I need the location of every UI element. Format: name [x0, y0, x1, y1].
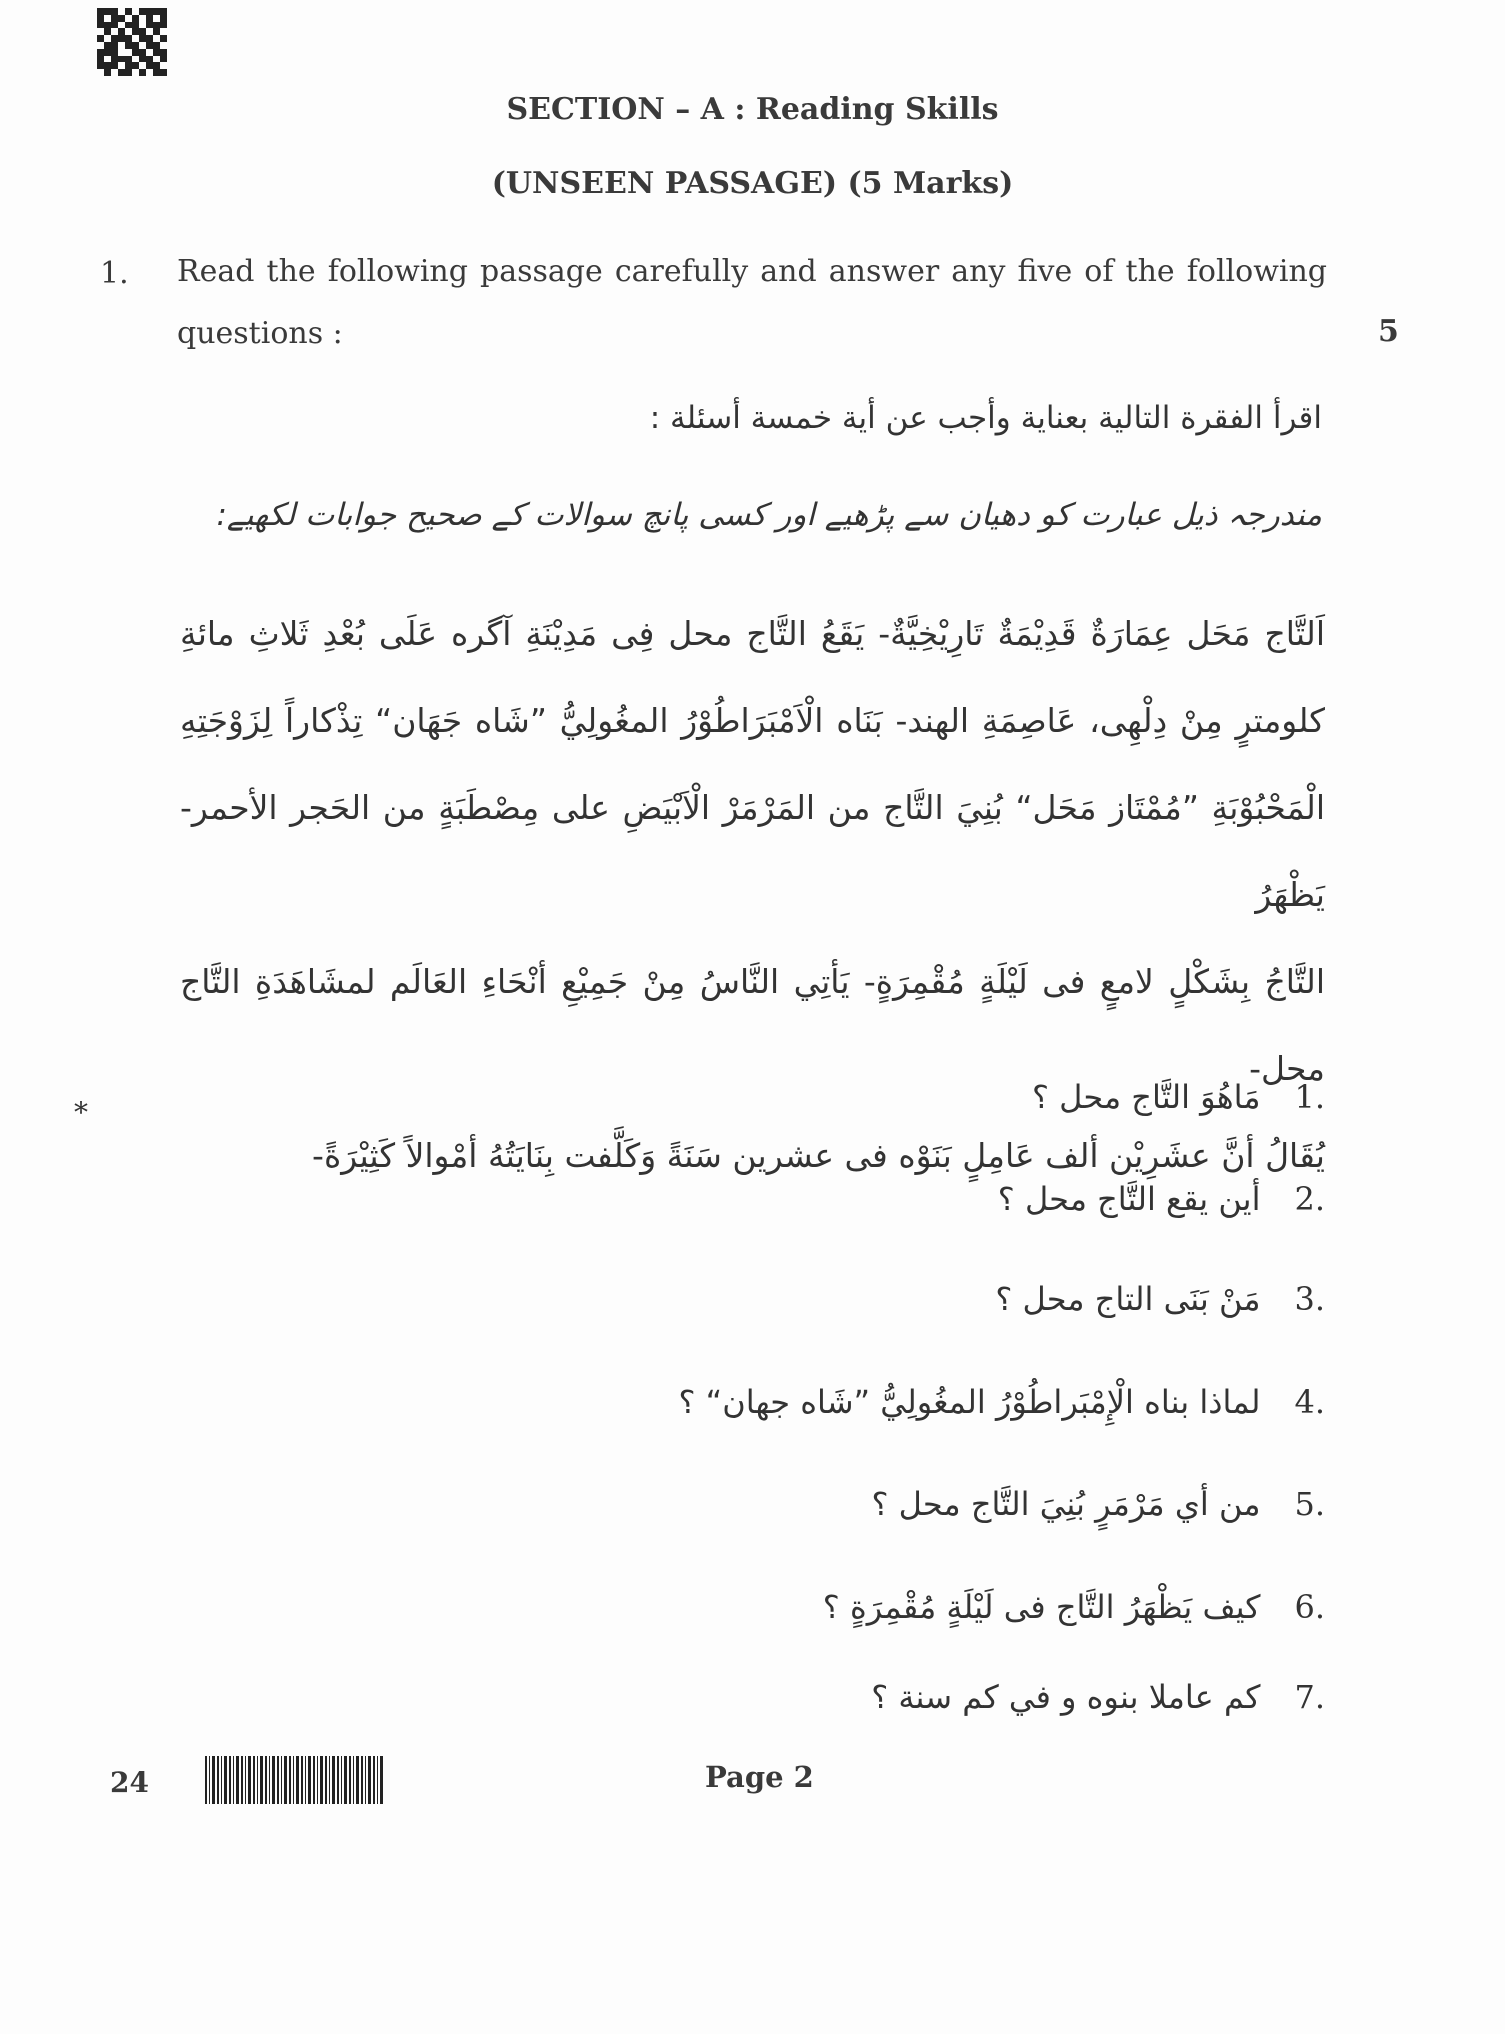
arabic-instruction: اقرأ الفقرة التالية بعناية وأجب عن أية خمسة أسئلة : [649, 400, 1322, 436]
passage-line: الْمَحْبُوْبَةِ ”مُمْتَاز مَحَل“ بُنِيَ التَّاج من المَرْمَرْ الْاَبْيَضِ على مِصْطَبَةٍ من الحَجر الأحمر- يَظْهَرُ [180, 788, 1325, 914]
paper-code: 24 [110, 1766, 149, 1799]
sub-question [995, 1280, 1325, 1318]
page-number: Page 2 [705, 1760, 814, 1794]
passage-line: اَلتَّاج مَحَل عِمَارَةٌ قَدِيْمَةٌ تَارِيْخِيَّةٌ- يَقَعُ التَّاج محل فِی مَدِيْنَةِ آگره عَلَى بُعْدِ ثَلاثِ مائةِ [180, 614, 1325, 653]
sub-question-number: 7. [1294, 1678, 1325, 1716]
passage-line: التَّاجُ بِشَكْلٍ لامعٍ فی لَيْلَةٍ مُقْمِرَةٍ- يَأتِي النَّاسُ مِنْ جَمِيْعِ أنْحَاءِ العَالَم لمشَاهَدَةِ التَّاج محل- [180, 962, 1325, 1088]
sub-question-number: 6. [1294, 1588, 1325, 1626]
sub-question-text: لماذا بناه الْإِمْبَراطُوْرُ المغُولِيُّ ”شَاه جهان“ ؟ [678, 1383, 1261, 1421]
sub-question [871, 1485, 1325, 1523]
section-title: SECTION – A : Reading Skills [506, 92, 999, 127]
passage-line: كلومترٍ مِنْ دِلْهِی، عَاصِمَةِ الهند- بَنَاه الْاَمْبَرَاطُوْرُ المغُولِيُّ ”شَاه جَهَان“ تِذْكاراً لِزَوْجَتِهِ [180, 701, 1325, 740]
sub-question [823, 1588, 1325, 1626]
sub-question-number: 1. [1294, 1078, 1325, 1116]
sub-question-text: كم عاملا بنوه و في كم سنة ؟ [871, 1678, 1261, 1716]
passage-line: يُقَالُ أنَّ عشَرِيْن ألف عَامِلٍ بَنَوْه فی عشرين سَنَةً وَكَلَّفت بِنَايَتُهُ أمْوالاً كَثِيْرَةً- [312, 1136, 1325, 1175]
sub-question [1032, 1078, 1325, 1116]
sub-question [679, 1383, 1326, 1421]
sub-question-text: أين يقع التَّاج محل ؟ [997, 1180, 1261, 1218]
margin-asterisk: * [74, 1096, 88, 1129]
sub-question-text: من أي مَرْمَرٍ بُنِيَ التَّاج محل ؟ [871, 1485, 1261, 1523]
barcode [205, 1756, 383, 1804]
sub-question-text: مَاهُوَ التَّاج محل ؟ [1031, 1078, 1261, 1116]
sub-question [871, 1678, 1325, 1716]
qr-code [97, 8, 167, 76]
sub-question [998, 1180, 1325, 1218]
question-text-line2: questions : [177, 316, 343, 351]
question-marks: 5 [1378, 314, 1399, 349]
sub-question-number: 5. [1294, 1485, 1325, 1523]
section-subtitle: (UNSEEN PASSAGE) (5 Marks) [491, 166, 1014, 201]
sub-question-number: 3. [1294, 1280, 1325, 1318]
sub-question-number: 4. [1294, 1383, 1325, 1421]
sub-question-number: 2. [1294, 1180, 1325, 1218]
question-text-line1: Read the following passage carefully and answer any five of the following [177, 254, 1327, 289]
sub-question-text: كيف يَظْهَرُ التَّاج فی لَيْلَةٍ مُقْمِرَةٍ ؟ [822, 1588, 1261, 1626]
question-number: 1. [100, 256, 129, 291]
urdu-instruction: مندرجہ ذیل عبارت کو دھیان سے پڑھیے اور کسی پانچ سوالات کے صحیح جوابات لکھیے: [216, 497, 1322, 533]
sub-question-text: مَنْ بَنَى التاج محل ؟ [995, 1280, 1261, 1318]
